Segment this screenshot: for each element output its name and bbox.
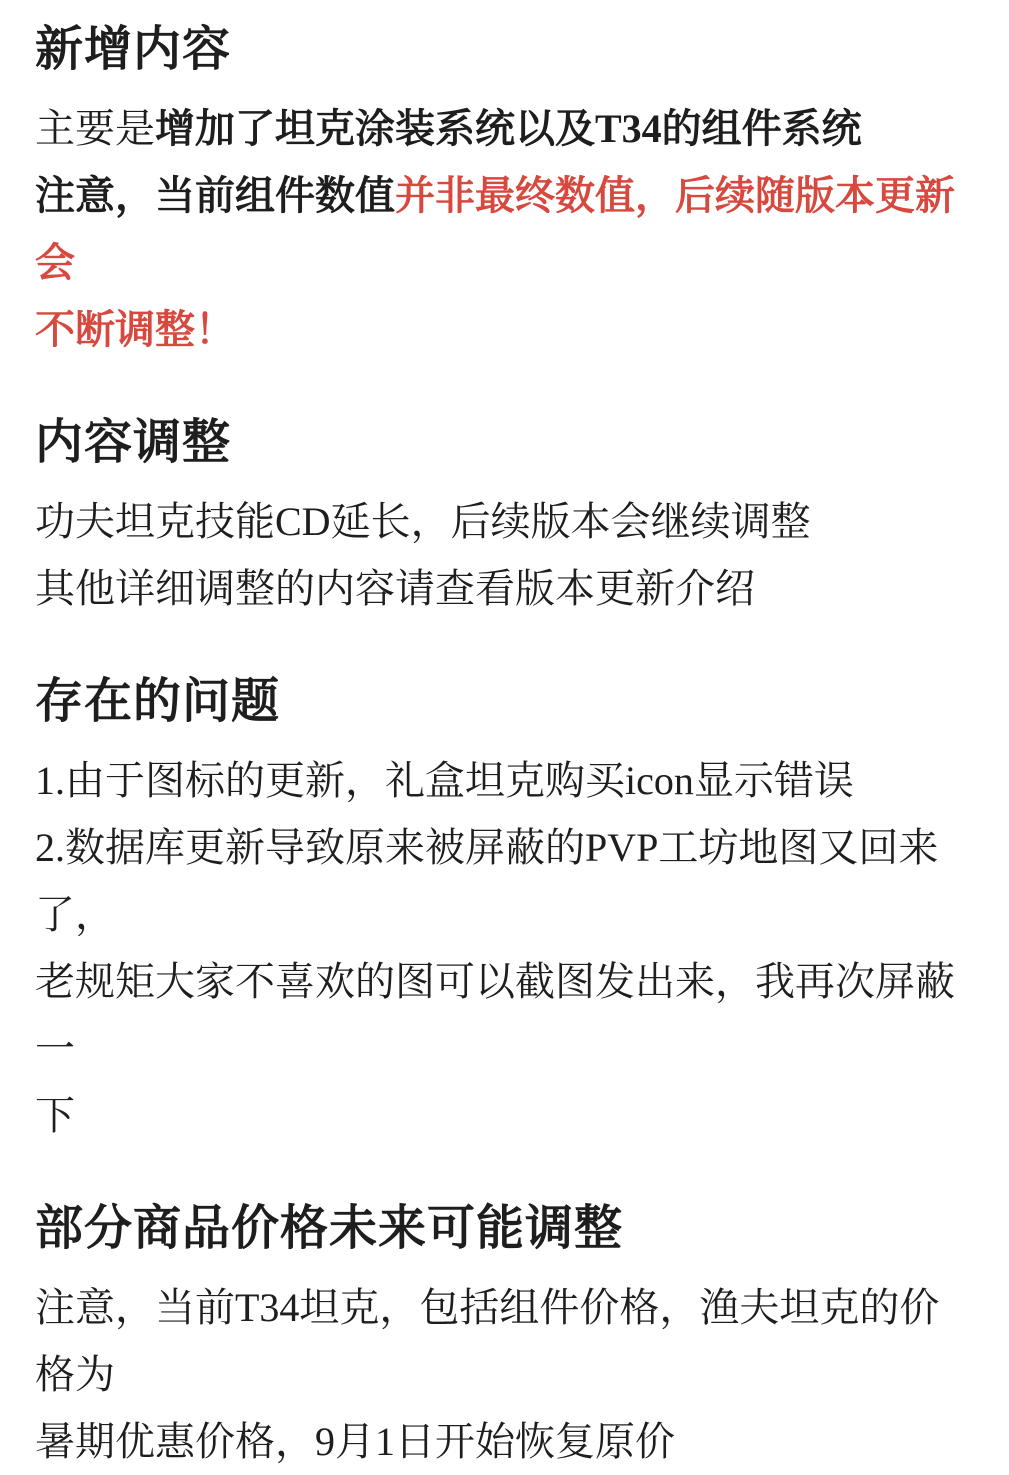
text-line bbox=[35, 296, 974, 363]
text-segment: 其他详细调整的内容请查看版本更新介绍 bbox=[35, 566, 755, 611]
text-segment: 注意，当前T34坦克，包括组件价格，渔夫坦克的价格为 bbox=[35, 1285, 940, 1397]
text-segment: 功夫坦克技能CD延长，后续版本会继续调整 bbox=[35, 499, 811, 544]
text-segment-emphasis: 注意，当前组件数值 bbox=[35, 173, 395, 218]
text-line bbox=[35, 1408, 974, 1475]
text-line bbox=[35, 95, 974, 162]
section-price-adjustments bbox=[35, 1195, 974, 1475]
section-heading-new-content: 新增内容 bbox=[35, 23, 232, 76]
text-segment: 2.数据库更新导致原来被屏蔽的PVP工坊地图又回来了， bbox=[35, 825, 939, 937]
section-heading-price-adjustments: 部分商品价格未来可能调整 bbox=[35, 1202, 624, 1255]
section-heading-known-issues: 存在的问题 bbox=[35, 675, 281, 728]
text-line bbox=[35, 1082, 974, 1149]
text-line bbox=[35, 814, 974, 948]
text-line bbox=[35, 948, 974, 1082]
text-segment-red-emphasis: 不断调整！ bbox=[35, 307, 235, 352]
text-segment: 下 bbox=[35, 1093, 75, 1138]
text-segment-red-emphasis: 并非最终数值，后续随版本更新会 bbox=[35, 173, 955, 285]
section-new-content bbox=[35, 16, 974, 363]
text-segment: 主要是 bbox=[35, 106, 155, 151]
text-line bbox=[35, 162, 974, 296]
text-line bbox=[35, 1274, 974, 1408]
text-line bbox=[35, 488, 974, 555]
text-line bbox=[35, 555, 974, 622]
text-segment: 暑期优惠价格，9月1日开始恢复原价 bbox=[35, 1419, 675, 1464]
text-segment: 1.由于图标的更新，礼盒坦克购买icon显示错误 bbox=[35, 758, 854, 803]
text-segment: 老规矩大家不喜欢的图可以截图发出来，我再次屏蔽一 bbox=[35, 959, 955, 1071]
section-content-adjustments bbox=[35, 409, 974, 622]
text-segment-emphasis: 增加了坦克涂装系统以及T34的组件系统 bbox=[155, 106, 862, 151]
section-heading-content-adjustments: 内容调整 bbox=[35, 416, 232, 469]
section-known-issues bbox=[35, 668, 974, 1149]
text-line bbox=[35, 747, 974, 814]
